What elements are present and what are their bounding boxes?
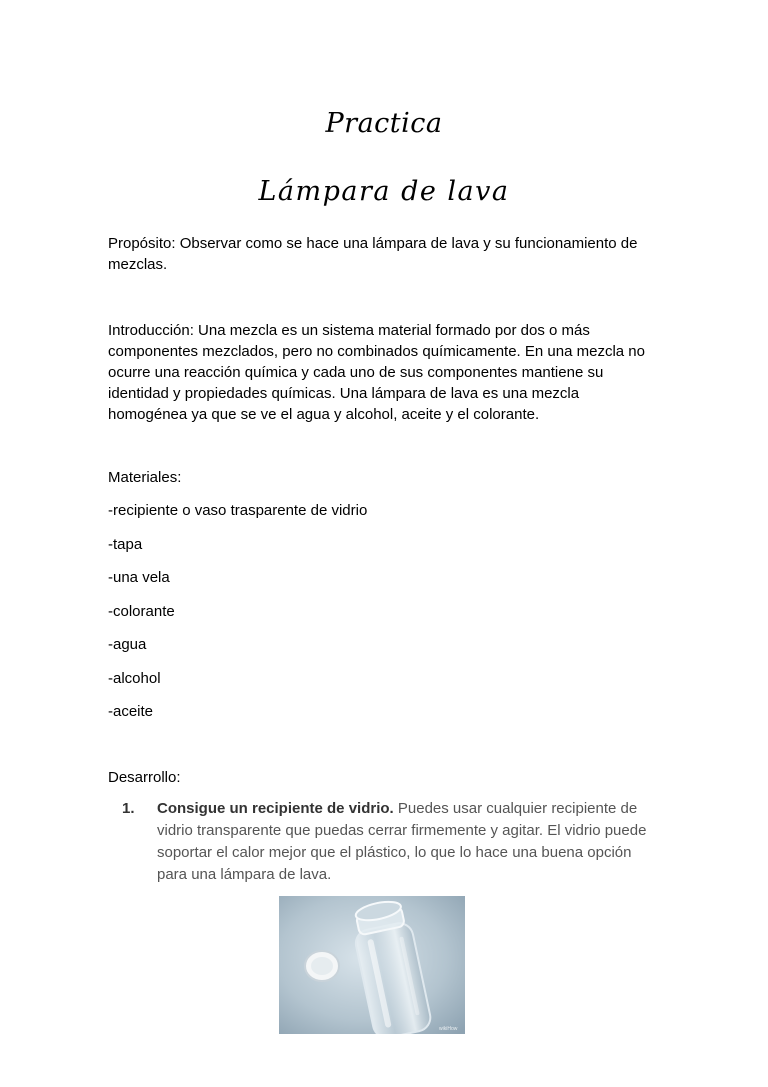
- glass-jar-photo: [279, 896, 465, 1034]
- materials-heading: Materiales:: [108, 469, 182, 486]
- step-item: [122, 798, 662, 886]
- step-number: 1.: [122, 800, 135, 817]
- material-item: -recipiente o vaso trasparente de vidrio: [108, 502, 368, 519]
- jar-lid-inner: [311, 957, 333, 975]
- material-item: -alcohol: [108, 670, 161, 687]
- material-item: -colorante: [108, 603, 175, 620]
- development-heading: Desarrollo:: [108, 769, 181, 786]
- title-line-2: Lámpara de lava: [258, 176, 510, 207]
- material-item: -agua: [108, 636, 147, 653]
- material-item: -una vela: [108, 569, 170, 586]
- material-item: -aceite: [108, 703, 154, 720]
- title-line-1: Practica: [325, 108, 443, 139]
- material-item: -tapa: [108, 536, 143, 553]
- photo-watermark: wikiHow: [439, 1026, 458, 1032]
- purpose-paragraph: Propósito: Observar como se hace una lámpara de lava y su funcionamiento de mezclas.: [108, 235, 638, 273]
- step-lead: Consigue un recipiente de vidrio.: [157, 800, 394, 817]
- development-steps: [122, 798, 662, 886]
- step-text: Puedes usar cualquier recipiente de vidrio transparente que puedas cerrar firmemente y agitar. El vidrio puede soportar el calor mejor que el plástico, lo que lo hace una buena opción para una lámpara de lava.: [157, 800, 647, 883]
- glass-jar-image: [279, 896, 465, 1034]
- introduction-paragraph: Introducción: Una mezcla es un sistema material formado por dos o más componentes mezclados, pero no combinados químicamente. En una mezcla no ocurre una reacción química y cada uno de sus componentes mantiene su identidad y propiedades químicas. Una lámpara de lava es una mezcla homogénea ya que se ve el agua y alcohol, aceite y el colorante.: [108, 322, 645, 423]
